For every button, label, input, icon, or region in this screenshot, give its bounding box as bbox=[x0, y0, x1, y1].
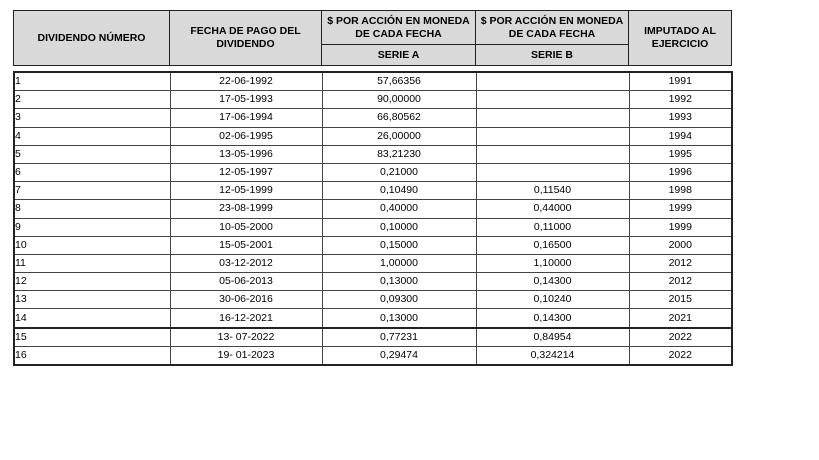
cell-series-a: 0,10000 bbox=[322, 218, 476, 236]
table-row bbox=[14, 291, 732, 309]
cell-dividend-number: 15 bbox=[14, 328, 170, 347]
header-amount-per-share-a: $ POR ACCIÓN EN MONEDA DE CADA FECHA bbox=[322, 11, 476, 45]
cell-payment-date: 13-05-1996 bbox=[170, 145, 322, 163]
header-dividend-number: DIVIDENDO NÚMERO bbox=[14, 11, 170, 66]
cell-fiscal-year: 2012 bbox=[629, 254, 732, 272]
table-row bbox=[14, 145, 732, 163]
cell-fiscal-year: 1999 bbox=[629, 200, 732, 218]
cell-fiscal-year: 1994 bbox=[629, 127, 732, 145]
table-row bbox=[14, 72, 732, 91]
table-row bbox=[14, 309, 732, 328]
cell-series-a: 0,77231 bbox=[322, 328, 476, 347]
cell-payment-date: 23-08-1999 bbox=[170, 200, 322, 218]
cell-series-b: 0,44000 bbox=[476, 200, 629, 218]
cell-payment-date: 05-06-2013 bbox=[170, 273, 322, 291]
cell-payment-date: 03-12-2012 bbox=[170, 254, 322, 272]
cell-series-b bbox=[476, 91, 629, 109]
cell-fiscal-year: 1993 bbox=[629, 109, 732, 127]
cell-dividend-number: 10 bbox=[14, 236, 170, 254]
table-row bbox=[14, 218, 732, 236]
table-row bbox=[14, 328, 732, 347]
cell-series-b: 0,10240 bbox=[476, 291, 629, 309]
cell-dividend-number: 5 bbox=[14, 145, 170, 163]
cell-dividend-number: 9 bbox=[14, 218, 170, 236]
cell-series-a: 0,09300 bbox=[322, 291, 476, 309]
header-amount-per-share-b: $ POR ACCIÓN EN MONEDA DE CADA FECHA bbox=[476, 11, 629, 45]
cell-series-a: 66,80562 bbox=[322, 109, 476, 127]
header-fiscal-year: IMPUTADO AL EJERCICIO bbox=[629, 11, 732, 66]
cell-fiscal-year: 1996 bbox=[629, 163, 732, 181]
cell-series-a: 1,00000 bbox=[322, 254, 476, 272]
table-row bbox=[14, 182, 732, 200]
cell-series-a: 0,10490 bbox=[322, 182, 476, 200]
cell-dividend-number: 1 bbox=[14, 72, 170, 91]
cell-series-a: 0,13000 bbox=[322, 309, 476, 328]
cell-dividend-number: 16 bbox=[14, 346, 170, 365]
cell-series-b bbox=[476, 163, 629, 181]
cell-series-b: 0,84954 bbox=[476, 328, 629, 347]
cell-dividend-number: 3 bbox=[14, 109, 170, 127]
cell-series-a: 0,13000 bbox=[322, 273, 476, 291]
cell-series-b: 0,14300 bbox=[476, 309, 629, 328]
cell-fiscal-year: 1991 bbox=[629, 72, 732, 91]
cell-dividend-number: 12 bbox=[14, 273, 170, 291]
header-series-b: SERIE B bbox=[476, 45, 629, 66]
cell-series-b: 0,16500 bbox=[476, 236, 629, 254]
dividend-table-header bbox=[13, 10, 732, 66]
cell-series-a: 83,21230 bbox=[322, 145, 476, 163]
cell-series-b bbox=[476, 109, 629, 127]
cell-series-a: 0,29474 bbox=[322, 346, 476, 365]
cell-dividend-number: 8 bbox=[14, 200, 170, 218]
cell-series-a: 57,66356 bbox=[322, 72, 476, 91]
cell-fiscal-year: 2022 bbox=[629, 328, 732, 347]
cell-series-b bbox=[476, 145, 629, 163]
table-row bbox=[14, 200, 732, 218]
table-row bbox=[14, 127, 732, 145]
table-row bbox=[14, 109, 732, 127]
cell-dividend-number: 13 bbox=[14, 291, 170, 309]
cell-payment-date: 12-05-1999 bbox=[170, 182, 322, 200]
cell-dividend-number: 4 bbox=[14, 127, 170, 145]
cell-fiscal-year: 1999 bbox=[629, 218, 732, 236]
table-row bbox=[14, 273, 732, 291]
cell-series-a: 0,40000 bbox=[322, 200, 476, 218]
cell-fiscal-year: 2015 bbox=[629, 291, 732, 309]
cell-payment-date: 02-06-1995 bbox=[170, 127, 322, 145]
cell-fiscal-year: 2022 bbox=[629, 346, 732, 365]
cell-series-b: 0,11000 bbox=[476, 218, 629, 236]
cell-dividend-number: 6 bbox=[14, 163, 170, 181]
cell-payment-date: 15-05-2001 bbox=[170, 236, 322, 254]
cell-payment-date: 19- 01-2023 bbox=[170, 346, 322, 365]
cell-dividend-number: 14 bbox=[14, 309, 170, 328]
cell-fiscal-year: 2012 bbox=[629, 273, 732, 291]
cell-payment-date: 16-12-2021 bbox=[170, 309, 322, 328]
cell-series-b bbox=[476, 127, 629, 145]
cell-series-b: 0,14300 bbox=[476, 273, 629, 291]
cell-payment-date: 10-05-2000 bbox=[170, 218, 322, 236]
header-series-a: SERIE A bbox=[322, 45, 476, 66]
table-row bbox=[14, 91, 732, 109]
cell-dividend-number: 2 bbox=[14, 91, 170, 109]
table-row bbox=[14, 254, 732, 272]
cell-series-b: 0,324214 bbox=[476, 346, 629, 365]
cell-series-a: 26,00000 bbox=[322, 127, 476, 145]
cell-series-b bbox=[476, 72, 629, 91]
cell-series-b: 1,10000 bbox=[476, 254, 629, 272]
cell-series-b: 0,11540 bbox=[476, 182, 629, 200]
cell-payment-date: 22-06-1992 bbox=[170, 72, 322, 91]
cell-fiscal-year: 1992 bbox=[629, 91, 732, 109]
cell-fiscal-year: 1998 bbox=[629, 182, 732, 200]
table-row bbox=[14, 346, 732, 365]
cell-series-a: 0,15000 bbox=[322, 236, 476, 254]
table-row bbox=[14, 163, 732, 181]
cell-payment-date: 17-05-1993 bbox=[170, 91, 322, 109]
table-row bbox=[14, 236, 732, 254]
cell-fiscal-year: 1995 bbox=[629, 145, 732, 163]
cell-payment-date: 17-06-1994 bbox=[170, 109, 322, 127]
cell-series-a: 90,00000 bbox=[322, 91, 476, 109]
cell-fiscal-year: 2021 bbox=[629, 309, 732, 328]
header-payment-date: FECHA DE PAGO DEL DIVIDENDO bbox=[170, 11, 322, 66]
cell-payment-date: 12-05-1997 bbox=[170, 163, 322, 181]
cell-dividend-number: 7 bbox=[14, 182, 170, 200]
cell-payment-date: 30-06-2016 bbox=[170, 291, 322, 309]
cell-fiscal-year: 2000 bbox=[629, 236, 732, 254]
cell-series-a: 0,21000 bbox=[322, 163, 476, 181]
cell-payment-date: 13- 07-2022 bbox=[170, 328, 322, 347]
dividend-table-body bbox=[13, 71, 733, 366]
cell-dividend-number: 11 bbox=[14, 254, 170, 272]
